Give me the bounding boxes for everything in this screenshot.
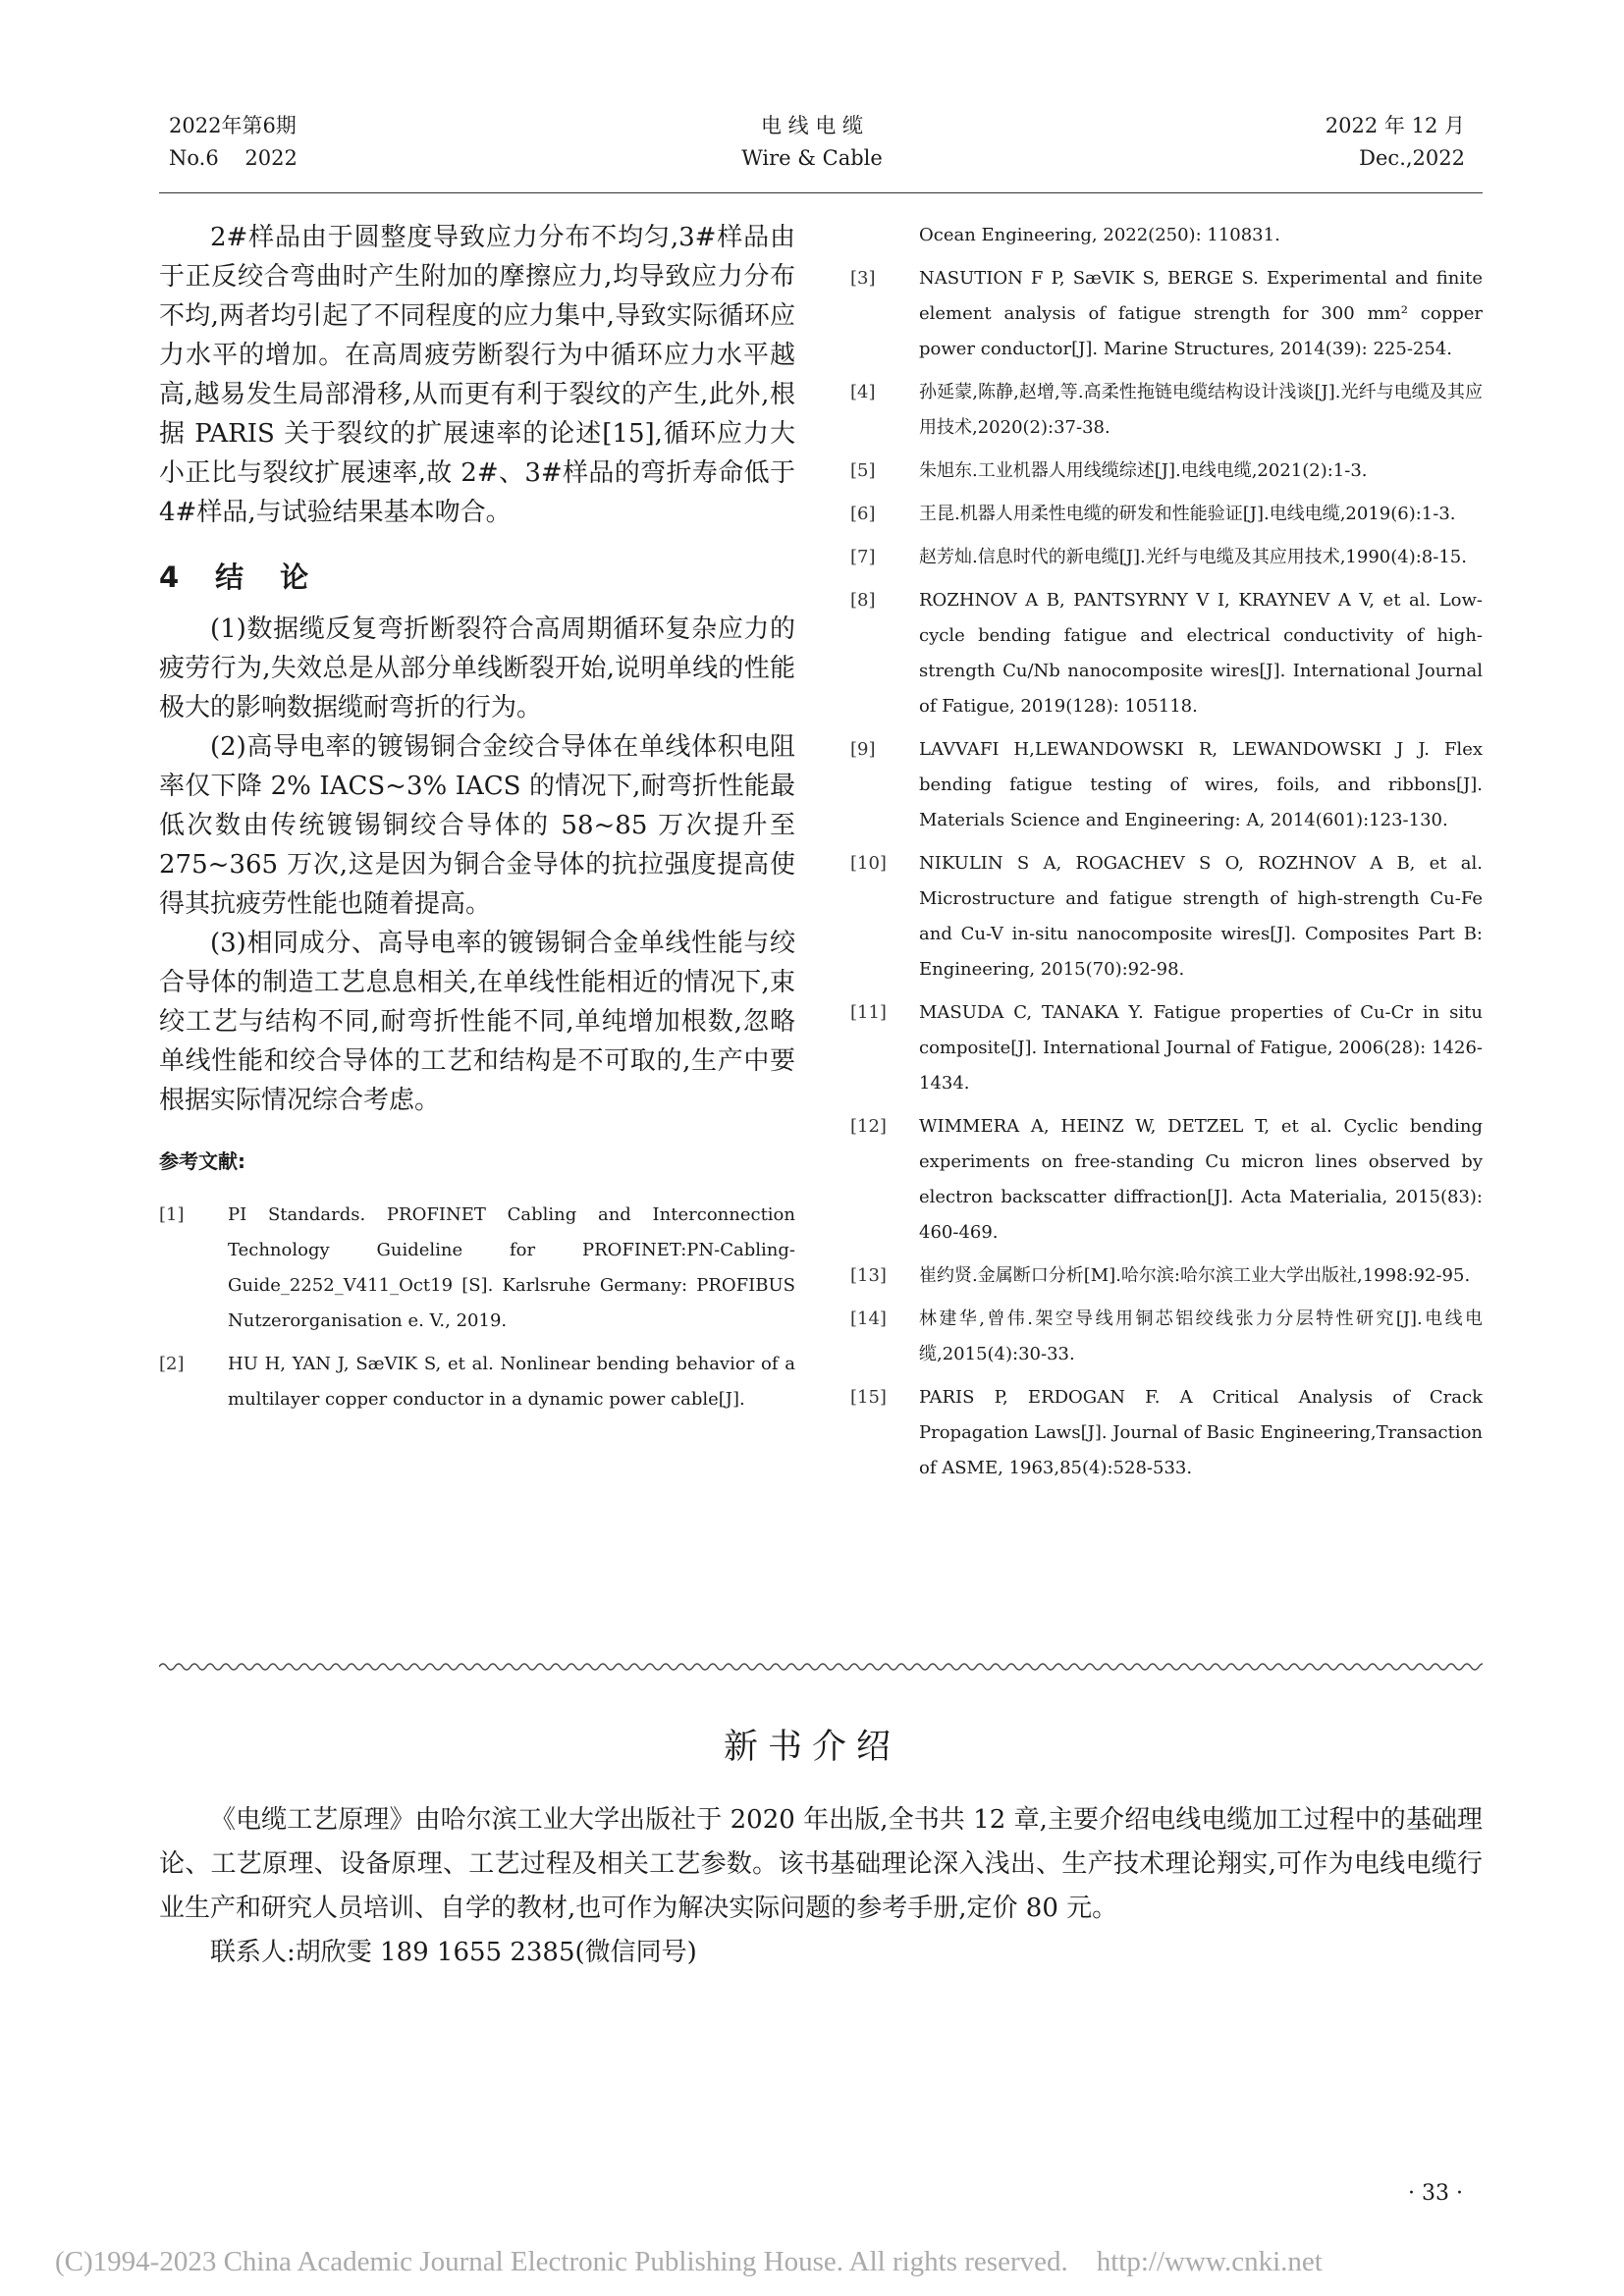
reference-item: [2] HU H, YAN J, SæVIK S, et al. Nonlinear bending behavior of a multilayer copper conductor in a dynamic power cable[J]. (159, 1354, 795, 1410)
conclusion-1: (1)数据缆反复弯折断裂符合高周期循环复杂应力的疲劳行为,失效总是从部分单线断裂开始,说明单线的性能极大的影响数据缆耐弯折的行为。 (159, 614, 795, 722)
references-list-right (850, 218, 1483, 1486)
reference-item: [12] WIMMERA A, HEINZ W, DETZEL T, et al. Cyclic bending experiments on free-standing Cu micron lines observed by electron backscatter diffraction[J]. Acta Materialia, 2015(83): 460-469. (850, 1116, 1483, 1243)
new-book-contact: 联系人:胡欣雯 189 1655 2385(微信同号) (210, 1938, 697, 1967)
reference-item: [8] ROZHNOV A B, PANTSYRNY V I, KRAYNEV A V, et al. Low-cycle bending fatigue and electrical conductivity of high-strength Cu/Nb nanocomposite wires[J]. International Journal of Fatigue, 2019(128): 105118. (850, 590, 1483, 717)
left-column (159, 218, 795, 1425)
references-heading: 参考文献: (159, 1149, 245, 1173)
reference-item: [3] NASUTION F P, SæVIK S, BERGE S. Experimental and finite element analysis of fatigue strength for 300 mm² copper power conductor[J]. Marine Structures, 2014(39): 225-254. (850, 268, 1483, 359)
reference-item: [15] PARIS P, ERDOGAN F. A Critical Analysis of Crack Propagation Laws[J]. Journal of Basic Engineering,Transaction of ASME, 1963,85(4):528-533. (850, 1387, 1483, 1478)
reference-item: [4] 孙延蒙,陈静,赵增,等.高柔性拖链电缆结构设计浅谈[J].光纤与电缆及其应用技术,2020(2):37-38. (850, 382, 1483, 438)
right-column (850, 218, 1483, 1494)
new-book-paragraph: 《电缆工艺原理》由哈尔滨工业大学出版社于 2020 年出版,全书共 12 章,主要介绍电线电缆加工过程中的基础理论、工艺原理、设备原理、工艺过程及相关工艺参数。该书基础理论深入浅出、生产技术理论翔实,可作为电线电缆行业生产和研究人员培训、自学的教材,也可作为解决实际问题的参考手册,定价 80 元。 (159, 1805, 1483, 1923)
new-book-body (159, 1798, 1483, 1975)
journal-title-cn: 电 线 电 缆 (760, 114, 864, 137)
date-en: Dec.,2022 (1359, 146, 1465, 170)
reference-item: [11] MASUDA C, TANAKA Y. Fatigue properties of Cu-Cr in situ composite[J]. International Journal of Fatigue, 2006(28): 1426-1434. (850, 1002, 1483, 1094)
date-cn: 2022 年 12 月 (1325, 114, 1465, 137)
journal-date (1326, 110, 1465, 175)
reference-item: [9] LAVVAFI H,LEWANDOWSKI R, LEWANDOWSKI J J. Flex bending fatigue testing of wires, foils, and ribbons[J]. Materials Science and Engineering: A, 2014(601):123-130. (850, 739, 1483, 830)
issue-cn: 2022年第6期 (169, 114, 297, 137)
issue-en: No.6 2022 (169, 146, 298, 170)
section-title: 4 结 论 (159, 561, 313, 594)
reference-item: [13] 崔约贤.金属断口分析[M].哈尔滨:哈尔滨工业大学出版社,1998:92-95. (850, 1265, 1471, 1286)
reference-item: [1] PI Standards. PROFINET Cabling and Interconnection Technology Guideline for PROFINET:PN-Cabling-Guide_2252_V411_Oct19 [S]. Karlsruhe Germany: PROFIBUS Nutzerorganisation e. V., 2019. (159, 1204, 795, 1331)
conclusion-3: (3)相同成分、高导电率的镀锡铜合金单线性能与绞合导体的制造工艺息息相关,在单线性能相近的情况下,束绞工艺与结构不同,耐弯折性能不同,单纯增加根数,忽略单线性能和绞合导体的工艺和结构是不可取的,生产中要根据实际情况综合考虑。 (159, 929, 795, 1115)
reference-item: [5] 朱旭东.工业机器人用线缆综述[J].电线电缆,2021(2):1-3. (850, 460, 1368, 481)
header-rule (159, 192, 1483, 193)
new-book-title: 新书介绍 (723, 1728, 900, 1767)
references-list-left (159, 1198, 795, 1417)
reference-item: [7] 赵芳灿.信息时代的新电缆[J].光纤与电缆及其应用技术,1990(4):8-15. (850, 547, 1467, 567)
reference-item: [10] NIKULIN S A, ROGACHEV S O, ROZHNOV A B, et al. Microstructure and fatigue strength of high-strength Cu-Fe and Cu-V in-situ nanocomposite wires[J]. Composites Part B: Engineering, 2015(70):92-98. (850, 853, 1483, 980)
reference-continuation: Ocean Engineering, 2022(250): 110831. (919, 225, 1280, 245)
copyright-footer: (C)1994-2023 China Academic Journal Electronic Publishing House. All rights reserved. http://www.cnki.net (55, 2246, 1323, 2277)
page-number: · 33 · (1408, 2181, 1463, 2206)
reference-item: [14] 林建华,曾伟.架空导线用铜芯铝绞线张力分层特性研究[J].电线电缆,2015(4):30-33. (850, 1308, 1483, 1364)
wavy-divider (159, 1659, 1483, 1675)
intro-paragraph: 2#样品由于圆整度导致应力分布不均匀,3#样品由于正反绞合弯曲时产生附加的摩擦应力,均导致应力分布不均,两者均引起了不同程度的应力集中,导致实际循环应力水平的增加。在高周疲劳断裂行为中循环应力水平越高,越易发生局部滑移,从而更有利于裂纹的产生,此外,根据 PARIS 关于裂纹的扩展速率的论述[15],循环应力大小正比与裂纹扩展速率,故 2#、3#样品的弯折寿命低于 4#样品,与试验结果基本吻合。 (159, 223, 795, 527)
journal-title-en: Wire & Cable (741, 146, 883, 170)
reference-item: [6] 王昆.机器人用柔性电缆的研发和性能验证[J].电线电缆,2019(6):1-3. (850, 504, 1456, 524)
conclusion-2: (2)高导电率的镀锡铜合金绞合导体在单线体积电阻率仅下降 2% IACS~3% IACS 的情况下,耐弯折性能最低次数由传统镀锡铜绞合导体的 58~85 万次提升至 275~365 万次,这是因为铜合金导体的抗拉强度提高使得其抗疲劳性能也随着提高。 (159, 732, 795, 919)
